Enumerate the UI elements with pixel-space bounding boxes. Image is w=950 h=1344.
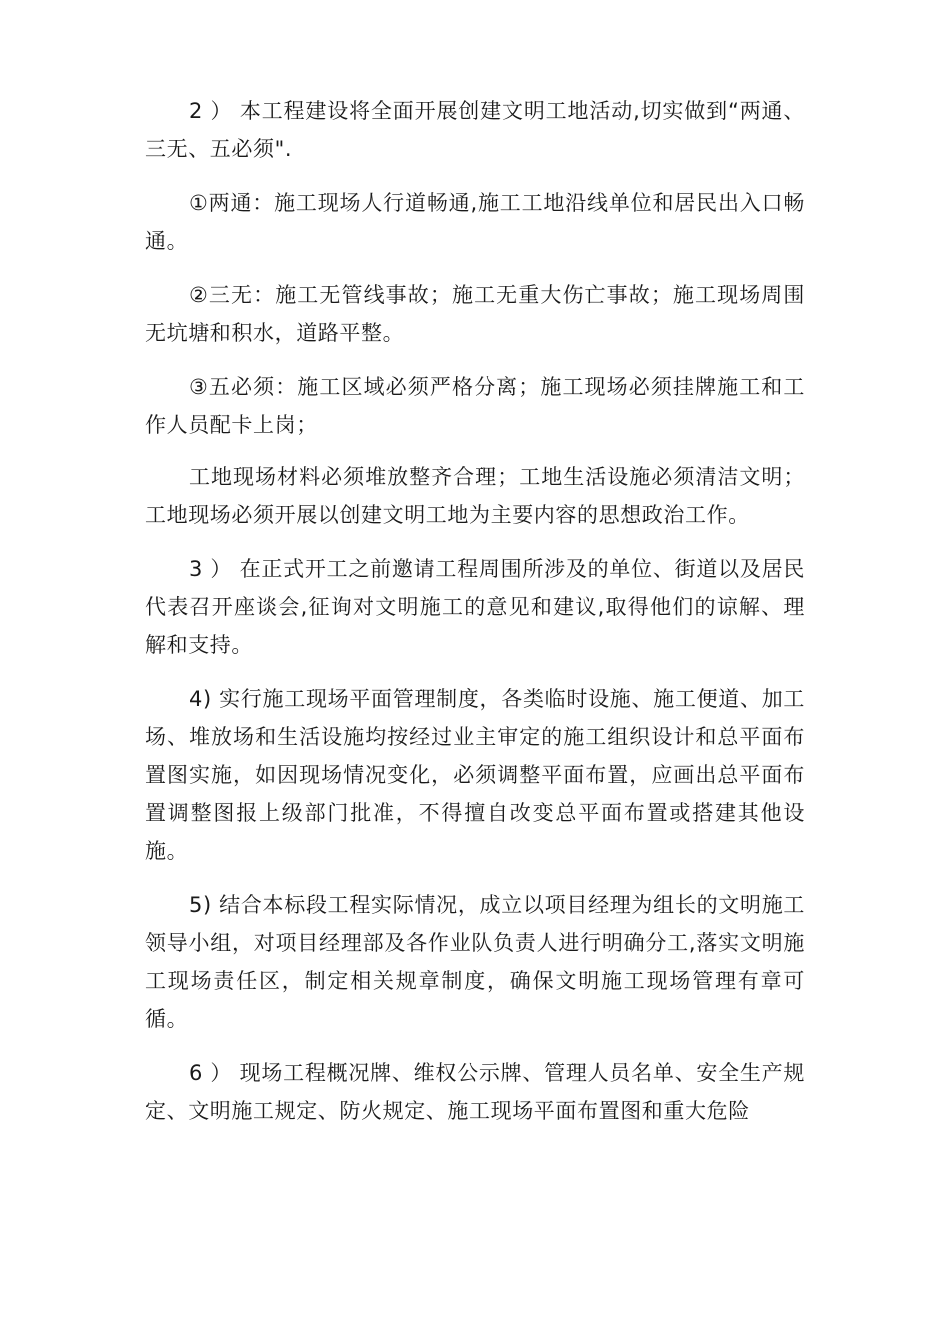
paragraph-three-nos: ②三无：施工无管线事故；施工无重大伤亡事故；施工现场周围无坑塘和积水，道路平整。 [145, 283, 805, 345]
paragraph-two-passages: ①两通：施工现场人行道畅通,施工工地沿线单位和居民出入口畅通。 [145, 191, 805, 253]
paragraph-item-6: 6 ） 现场工程概况牌、维权公示牌、管理人员名单、安全生产规定、文明施工规定、防火规定、施工现场平面布置图和重大危险 [145, 1061, 805, 1123]
paragraph-item-3: 3 ） 在正式开工之前邀请工程周围所涉及的单位、街道以及居民代表召开座谈会,征询对文明施工的意见和建议,取得他们的谅解、理解和支持。 [145, 557, 805, 657]
paragraph-item-4: 4) 实行施工现场平面管理制度，各类临时设施、施工便道、加工场、堆放场和生活设施均按经过业主审定的施工组织设计和总平面布置图实施，如因现场情况变化，必须调整平面布置，应画出总平面布置调整图报上级部门批准，不得擅自改变总平面布置或搭建其他设施。 [145, 687, 805, 863]
paragraph-item-5: 5) 结合本标段工程实际情况，成立以项目经理为组长的文明施工领导小组，对项目经理部及各作业队负责人进行明确分工,落实文明施工现场责任区，制定相关规章制度，确保文明施工现场管理有章可循。 [145, 893, 805, 1031]
paragraph-five-musts-continued: 工地现场材料必须堆放整齐合理；工地生活设施必须清洁文明；工地现场必须开展以创建文明工地为主要内容的思想政治工作。 [145, 465, 805, 527]
document-body [145, 92, 805, 1146]
paragraph-five-musts: ③五必须：施工区域必须严格分离；施工现场必须挂牌施工和工作人员配卡上岗； [145, 375, 805, 437]
paragraph-two-passages-intro: 2 ） 本工程建设将全面开展创建文明工地活动,切实做到“两通、三无、五必须". [145, 99, 805, 161]
